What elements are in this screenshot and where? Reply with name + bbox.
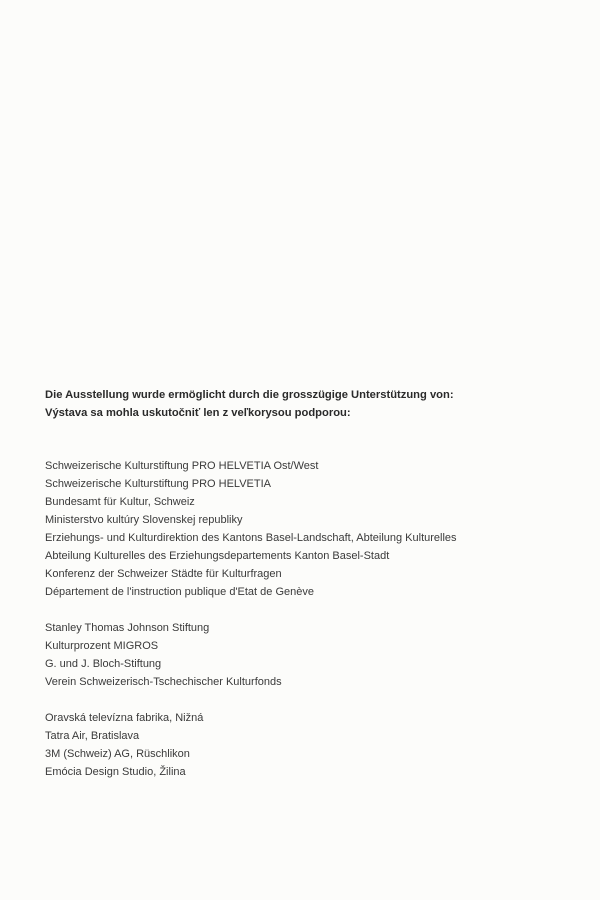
sponsor-item: G. und J. Bloch-Stiftung xyxy=(45,658,162,670)
sponsor-item: Stanley Thomas Johnson Stiftung xyxy=(45,622,210,634)
sponsor-item: Emócia Design Studio, Žilina xyxy=(45,766,186,778)
sponsor-item: 3M (Schweiz) AG, Rüschlikon xyxy=(45,748,190,760)
sponsor-item: Erziehungs- und Kulturdirektion des Kantons Basel-Landschaft, Abteilung Kulturelles xyxy=(45,532,457,544)
sponsor-item: Tatra Air, Bratislava xyxy=(45,730,140,742)
sponsor-group-companies xyxy=(45,709,203,781)
sponsor-item: Konferenz der Schweizer Städte für Kulturfragen xyxy=(45,568,282,580)
heading-german: Die Ausstellung wurde ermöglicht durch die grosszügige Unterstützung von: xyxy=(45,389,454,401)
sponsor-item: Département de l'instruction publique d'Etat de Genève xyxy=(45,586,314,598)
sponsor-item: Schweizerische Kulturstiftung PRO HELVETIA Ost/West xyxy=(45,460,319,472)
acknowledgement-heading xyxy=(45,386,454,422)
sponsor-item: Abteilung Kulturelles des Erziehungsdepartements Kanton Basel-Stadt xyxy=(45,550,390,562)
sponsor-item: Oravská televízna fabrika, Nižná xyxy=(45,712,204,724)
sponsor-group-public xyxy=(45,457,457,601)
heading-slovak: Výstava sa mohla uskutočniť len z veľkorysou podporou: xyxy=(45,407,351,419)
sponsor-item: Bundesamt für Kultur, Schweiz xyxy=(45,496,195,508)
sponsor-item: Schweizerische Kulturstiftung PRO HELVETIA xyxy=(45,478,271,490)
sponsor-item: Kulturprozent MIGROS xyxy=(45,640,159,652)
sponsor-group-foundations xyxy=(45,619,282,691)
sponsor-item: Ministerstvo kultúry Slovenskej republiky xyxy=(45,514,243,526)
sponsor-item: Verein Schweizerisch-Tschechischer Kulturfonds xyxy=(45,676,282,688)
